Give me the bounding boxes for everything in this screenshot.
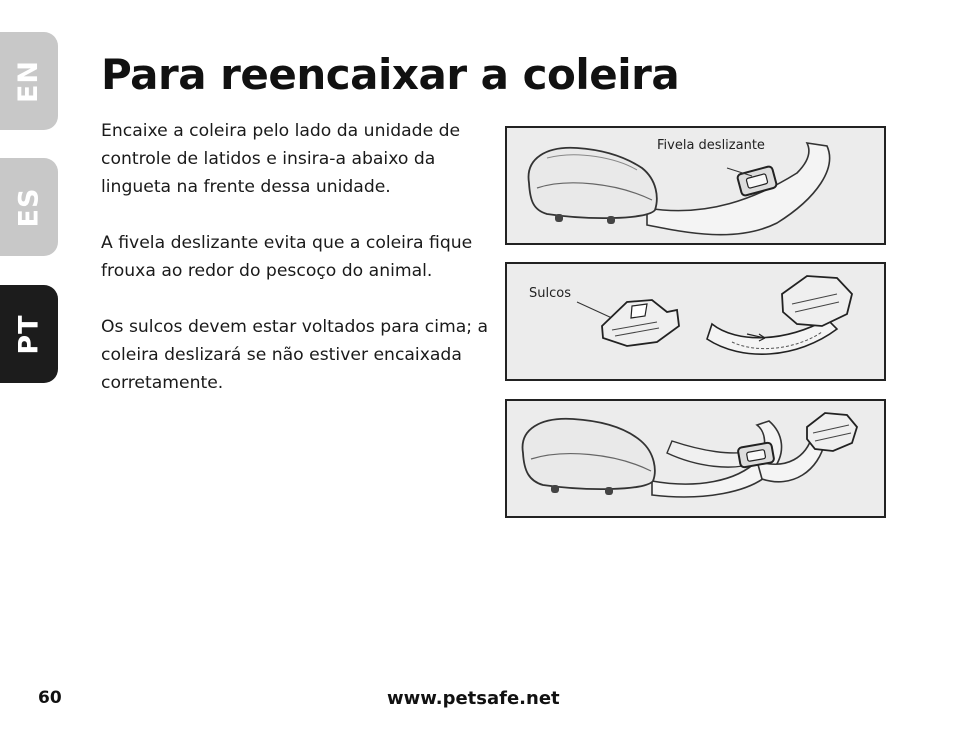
paragraph-collar-insert: Encaixe a coleira pelo lado da unidade de controle de latidos e insira-a abaixo da lingueta na frente dessa unidade.	[101, 121, 461, 197]
language-tab-es[interactable]	[0, 158, 58, 256]
language-tab-en-label: EN	[13, 59, 45, 103]
language-tab-pt-label: PT	[13, 313, 45, 355]
page-number: 60	[38, 688, 62, 708]
figure-slide-buckle	[505, 126, 886, 245]
collar-unit-illustration-2	[507, 401, 886, 518]
instructions-text	[101, 117, 493, 425]
figure-grooves	[505, 262, 886, 381]
callout-grooves: Sulcos	[529, 286, 571, 301]
language-tab-es-label: ES	[13, 187, 45, 227]
callout-slide-buckle: Fivela deslizante	[657, 138, 765, 153]
buckle-grooves-illustration	[507, 264, 886, 381]
paragraph-slide-buckle: A fivela deslizante evita que a coleira fique frouxa ao redor do pescoço do animal.	[101, 233, 473, 281]
figure-assembled-collar	[505, 399, 886, 518]
language-tab-en[interactable]	[0, 32, 58, 130]
page-title: Para reencaixar a coleira	[101, 50, 680, 99]
website-link[interactable]: www.petsafe.net	[387, 688, 560, 709]
language-tab-pt[interactable]	[0, 285, 58, 383]
paragraph-grooves: Os sulcos devem estar voltados para cima; a coleira deslizará se não estiver encaixada corretamente.	[101, 317, 489, 393]
